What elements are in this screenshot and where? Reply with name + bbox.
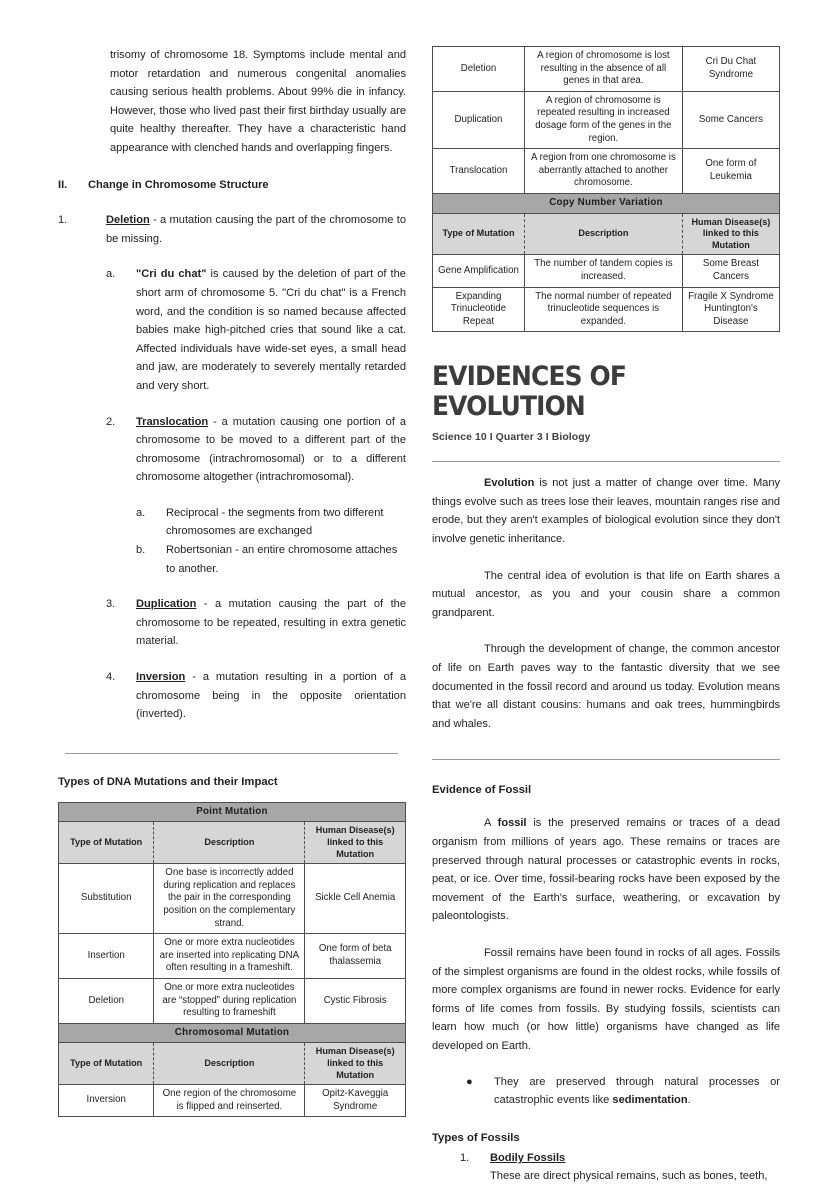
list-item-content <box>490 1149 780 1168</box>
table-band-row <box>59 802 406 822</box>
paragraph-evolution <box>432 474 780 548</box>
roman-section-heading <box>58 176 406 195</box>
list-item-text: These are direct physical remains, such as bones, teeth, <box>490 1170 768 1183</box>
cell-description: A region of chromosome is lost resulting in the absence of all genes in that area. <box>524 47 682 92</box>
bullet-icon: ● <box>466 1075 473 1088</box>
list-item-term: Duplication <box>136 598 197 611</box>
list-item <box>58 211 406 248</box>
types-of-fossils-heading: Types of Fossils <box>432 1131 520 1144</box>
cell-description: The number of tandem copies is increased. <box>524 255 682 287</box>
table-band-label: Point Mutation <box>59 802 406 822</box>
list-item-term: "Cri du chat" <box>136 268 207 281</box>
paragraph-text: The central idea of evolution is that life on Earth shares a mutual ancestor, as you and your cousin share a common grandparent. <box>432 569 780 619</box>
cell-type: Deletion <box>59 978 154 1023</box>
column-header-description: Description <box>154 822 305 864</box>
table-row <box>433 255 780 287</box>
list-item-content <box>494 1073 780 1110</box>
list-item-text: is caused by the deletion of part of the short arm of chromosome 5. "Cri du chat" is a French word, and the condition is so named because affected babies make high-pitched cries that sound like a cat. Affected individuals have wide-set eyes, a small head and jaw, are moderately to severely mentally retarded and very short. <box>136 268 406 392</box>
cell-disease: One form of Leukemia <box>682 149 779 194</box>
paragraph-development <box>432 640 780 733</box>
list-item-marker-spacer <box>460 1167 490 1186</box>
list-item-text: - a mutation causing one portion of a chromosome to be moved to a different part of the chromosome (intrachromosomal) or to a different chromosome altogether (intrachromosomal). <box>136 415 406 484</box>
list-item-content <box>106 211 406 248</box>
table-row <box>433 149 780 194</box>
list-item <box>58 668 406 724</box>
list-item-marker: 2. <box>106 415 116 428</box>
paragraph-text: is not just a matter of change over time. Many things evolve such as trees lose their leaves, mountain ranges rise and erode, but they aren't examples of biological evolution since they don't involve genetic inheritance. <box>432 477 780 546</box>
table-column-header-row <box>59 1043 406 1085</box>
list-item-text: - a mutation causing the part of the chromosome to be repeated, resulting in extra genetic material. <box>136 598 406 648</box>
list-item-marker: 1. <box>460 1151 470 1164</box>
table-row <box>433 47 780 92</box>
page-title: EVIDENCES OF EVOLUTION <box>432 361 627 423</box>
cell-type: Inversion <box>59 1085 154 1117</box>
column-header-disease-line2: linked to this Mutation <box>327 837 384 859</box>
list-item-term: Inversion <box>136 671 186 684</box>
paragraph-bold-term: fossil <box>497 817 527 830</box>
column-header-disease-line1: Human Disease(s) <box>691 216 771 227</box>
list-item <box>58 595 406 651</box>
cell-disease: Some Cancers <box>682 91 779 148</box>
right-column <box>432 46 780 1183</box>
list-item <box>432 1149 780 1168</box>
cell-description: One region of the chromosome is flipped and reinserted. <box>154 1085 305 1117</box>
list-item-marker: b. <box>136 544 146 557</box>
cell-type: Duplication <box>433 91 525 148</box>
list-item-marker: a. <box>136 506 146 519</box>
column-header-disease-line2: linked to this Mutation <box>327 1057 384 1080</box>
table-row <box>433 91 780 148</box>
column-header-disease <box>305 822 406 864</box>
cell-type: Expanding Trinucleotide Repeat <box>433 287 525 332</box>
cell-disease: Some Breast Cancers <box>682 255 779 287</box>
cell-disease: Fragile X Syndrome Huntington's Disease <box>682 287 779 332</box>
list-item-content <box>136 265 406 395</box>
column-header-disease-line1: Human Disease(s) <box>315 825 395 836</box>
list-item-text: - a mutation causing the part of the chromosome to be missing. <box>106 214 406 245</box>
list-item-term: Bodily Fossils <box>490 1151 566 1164</box>
table-band-label: Chromosomal Mutation <box>59 1023 406 1043</box>
paragraph-lead-text: A <box>484 817 498 830</box>
table-column-header-row <box>59 822 406 864</box>
column-header-disease <box>305 1043 406 1085</box>
list-item-marker: 1. <box>58 214 68 227</box>
list-item-text-end: . <box>687 1094 691 1107</box>
paragraph-fossil-remains <box>432 944 780 1056</box>
list-item-text: Robertsonian - an entire chromosome attaches to another. <box>166 544 398 575</box>
cell-description: The normal number of repeated trinucleotide sequences is expanded. <box>524 287 682 332</box>
list-item-marker: 4. <box>106 671 116 684</box>
list-item-description <box>432 1167 780 1186</box>
cell-type: Substitution <box>59 864 154 934</box>
column-header-description: Description <box>154 1043 305 1085</box>
list-item-content <box>136 595 406 651</box>
cell-description: One or more extra nucleotides are “stopped” during replication resulting to frameshift <box>154 978 305 1023</box>
list-item <box>58 541 406 578</box>
paragraph-central-idea <box>432 567 780 623</box>
list-item-marker: 3. <box>106 598 116 611</box>
list-item <box>58 504 406 541</box>
column-header-type: Type of Mutation <box>433 213 525 255</box>
list-item-bold-term: sedimentation <box>612 1094 688 1107</box>
table-heading: Types of DNA Mutations and their Impact <box>58 775 278 788</box>
cell-disease: Cystic Fibrosis <box>305 978 406 1023</box>
table-row <box>59 1085 406 1117</box>
cell-type: Deletion <box>433 47 525 92</box>
cell-disease: One form of beta thalassemia <box>305 934 406 979</box>
cell-type: Gene Amplification <box>433 255 525 287</box>
list-item <box>432 1073 780 1110</box>
list-item-text: They are preserved through natural processes or catastrophic events like <box>494 1075 780 1107</box>
left-column <box>58 46 406 1139</box>
cell-disease: Opitz-Kaveggia Syndrome <box>305 1085 406 1117</box>
table-band-row <box>59 1023 406 1043</box>
list-item <box>58 265 406 395</box>
column-header-disease <box>682 213 779 255</box>
fossil-heading: Evidence of Fossil <box>432 784 532 797</box>
cell-description: A region from one chromosome is aberrantly attached to another chromosome. <box>524 149 682 194</box>
cell-disease: Sickle Cell Anemia <box>305 864 406 934</box>
list-item-text: - a mutation resulting in a portion of a chromosome being in the opposite orientation (inverted). <box>136 671 406 721</box>
cell-description: A region of chromosome is repeated resulting in increased dosage form of the genes in the region. <box>524 91 682 148</box>
table-row <box>59 934 406 979</box>
column-header-description: Description <box>524 213 682 255</box>
paragraph-fossil-definition <box>432 814 780 926</box>
table-row <box>59 978 406 1023</box>
table-row <box>433 287 780 332</box>
paragraph-text: Fossil remains have been found in rocks of all ages. Fossils of the simplest organisms are found in the oldest rocks, while fossils of more complex organisms are found in newer rocks. Evidence for early forms of life comes from fossils. By studying fossils, scientists can learn how much (or how little) organisms have changed as life developed on Earth. <box>432 946 780 1052</box>
column-header-disease-line2: linked to this Mutation <box>702 228 759 250</box>
column-header-type: Type of Mutation <box>59 1043 154 1085</box>
table-column-header-row <box>433 213 780 255</box>
chromosomal-mutations-table <box>432 46 780 332</box>
cell-disease: Cri Du Chat Syndrome <box>682 47 779 92</box>
list-item-text: Reciprocal - the segments from two different chromosomes are exchanged <box>166 506 384 538</box>
list-item-term: Deletion <box>106 214 150 227</box>
table-band-label: Copy Number Variation <box>433 193 780 213</box>
table-row <box>59 864 406 934</box>
cell-description: One base is incorrectly added during replication and replaces the pair in the corresponding position on the complementary strand. <box>154 864 305 934</box>
column-header-disease-line1: Human Disease(s) <box>315 1046 395 1057</box>
list-item-content <box>136 668 406 724</box>
roman-section-marker: II. <box>58 178 68 191</box>
cell-description: One or more extra nucleotides are inserted into replicating DNA often resulting in a frameshift. <box>154 934 305 979</box>
list-item-marker: a. <box>106 268 116 281</box>
cell-type: Translocation <box>433 149 525 194</box>
cell-type: Insertion <box>59 934 154 979</box>
list-item-term: Translocation <box>136 415 209 428</box>
list-item-content <box>136 413 406 487</box>
table-band-row <box>433 193 780 213</box>
paragraph-text: Through the development of change, the common ancestor of life on Earth paves way to the fantastic diversity that we see documented in the fossil record and around us today. Evolution means that we're all distant cousins: humans and oak trees, hummingbirds and whales. <box>432 643 780 730</box>
list-item <box>58 413 406 487</box>
continued-paragraph: trisomy of chromosome 18. Symptoms include mental and motor retardation and numerous congenital anomalies causing serious health problems. About 99% die in infancy. However, those who lived past their first birthday usually are quite healthy thereafter. They have a characteristic hand appearance with clenched hands and overlapping fingers. <box>110 49 406 154</box>
page-subtitle: Science 10 I Quarter 3 I Biology <box>432 432 591 444</box>
column-header-type: Type of Mutation <box>59 822 154 864</box>
paragraph-lead-term: Evolution <box>484 477 535 490</box>
roman-section-title: Change in Chromosome Structure <box>88 178 269 191</box>
dna-mutations-table <box>58 802 406 1117</box>
paragraph-text: is the preserved remains or traces of a dead organism from millions of years ago. These remains or traces are preserved through natural processes or catastrophic events in rocks, peat, or ice. Over time, fossil-bearing rocks have been exposed by the movement of the Earth's surface, weathering, or excavation by paleontologists. <box>432 817 780 923</box>
